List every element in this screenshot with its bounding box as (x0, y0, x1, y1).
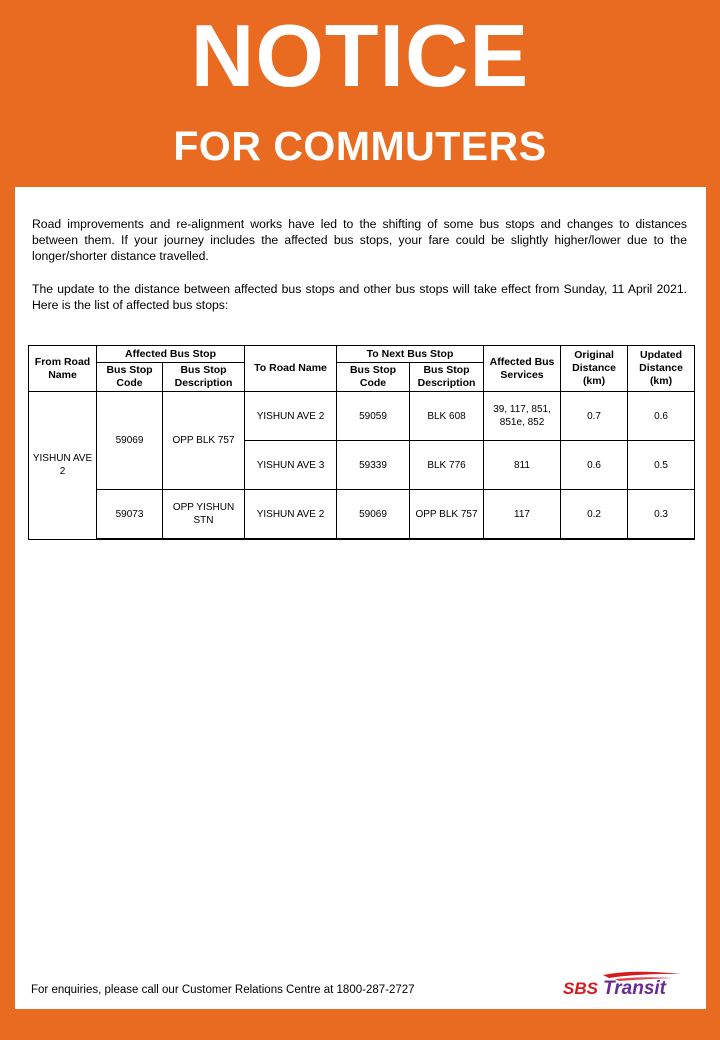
header-to-road: To Road Name (245, 346, 337, 392)
services-cell: 39, 117, 851, 851e, 852 (484, 392, 561, 441)
intro-paragraph: Road improvements and re-alignment works have led to the shifting of some bus stops and changes to distances between them. If your journey includes the affected bus stops, your fare could be slightly higher/lower due to the longer/shorter distance travelled. (32, 217, 687, 263)
header-stop-description: Bus Stop Description (163, 363, 245, 392)
next-stop-description-cell: OPP BLK 757 (410, 490, 484, 540)
header-original-distance: Original Distance (km) (561, 346, 628, 392)
table-row (29, 490, 695, 540)
updated-distance-cell: 0.5 (628, 441, 695, 490)
header-services: Affected Bus Services (484, 346, 561, 392)
notice-header (0, 0, 720, 186)
notice-panel (15, 187, 706, 1009)
logo-sbs-text: SBS (563, 979, 598, 998)
header-next-stop-description: Bus Stop Description (410, 363, 484, 392)
header-stop-code: Bus Stop Code (97, 363, 163, 392)
table-row (29, 392, 695, 441)
notice-title: NOTICE (190, 6, 530, 105)
header-from-road: From Road Name (29, 346, 97, 392)
header-next-stop: To Next Bus Stop (337, 346, 484, 363)
logo-transit-text: Transit (603, 978, 667, 998)
next-stop-code-cell: 59059 (337, 392, 410, 441)
to-road-cell: YISHUN AVE 3 (245, 441, 337, 490)
affected-bus-stops-table (28, 345, 695, 540)
original-distance-cell: 0.6 (561, 441, 628, 490)
effective-date-paragraph: The update to the distance between affected bus stops and other bus stops will take effect from Sunday, 11 April 2021. Here is the list of affected bus stops: (32, 282, 687, 312)
header-next-stop-code: Bus Stop Code (337, 363, 410, 392)
stop-description-cell: OPP BLK 757 (163, 392, 245, 490)
original-distance-cell: 0.2 (561, 490, 628, 540)
updated-distance-cell: 0.6 (628, 392, 695, 441)
next-stop-description-cell: BLK 776 (410, 441, 484, 490)
from-road-cell: YISHUN AVE 2 (29, 392, 97, 540)
services-cell: 117 (484, 490, 561, 540)
enquiry-footer: For enquiries, please call our Customer Relations Centre at 1800-287-2727 (31, 984, 415, 996)
next-stop-code-cell: 59339 (337, 441, 410, 490)
stop-description-cell: OPP YISHUN STN (163, 490, 245, 540)
stop-code-cell: 59073 (97, 490, 163, 540)
updated-distance-cell: 0.3 (628, 490, 695, 540)
next-stop-code-cell: 59069 (337, 490, 410, 540)
next-stop-description-cell: BLK 608 (410, 392, 484, 441)
services-cell: 811 (484, 441, 561, 490)
to-road-cell: YISHUN AVE 2 (245, 392, 337, 441)
original-distance-cell: 0.7 (561, 392, 628, 441)
header-updated-distance: Updated Distance (km) (628, 346, 695, 392)
sbs-transit-logo (563, 970, 695, 998)
to-road-cell: YISHUN AVE 2 (245, 490, 337, 540)
notice-subtitle: FOR COMMUTERS (173, 123, 547, 169)
header-affected-stop: Affected Bus Stop (97, 346, 245, 363)
stop-code-cell: 59069 (97, 392, 163, 490)
